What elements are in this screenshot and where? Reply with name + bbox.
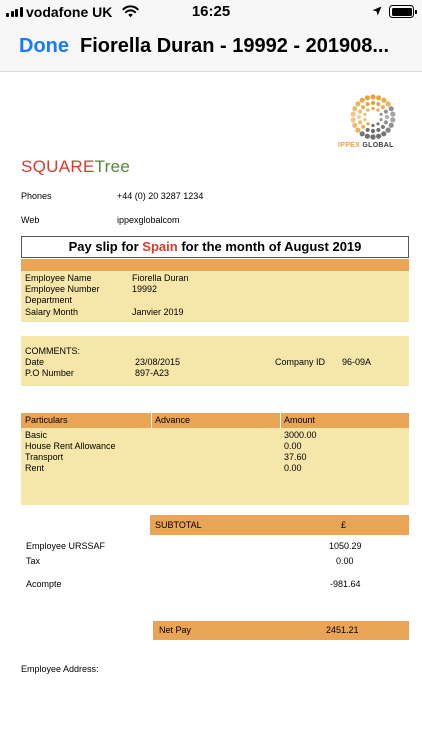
company-id-value: 96-09A — [342, 357, 372, 367]
clock: 16:25 — [191, 3, 231, 20]
subtotal-bar — [150, 515, 409, 535]
logo-dot — [355, 101, 360, 106]
logo-dot — [366, 122, 369, 125]
battery-icon — [389, 5, 414, 18]
employee-header-band — [21, 259, 409, 271]
logo-dot — [390, 112, 395, 117]
logo-dot — [360, 131, 365, 136]
logo-dot — [384, 120, 388, 124]
logo-dot — [361, 125, 365, 129]
row-label: Rent — [25, 463, 45, 473]
logo-dot — [381, 105, 385, 109]
comments-title: COMMENTS: — [25, 346, 80, 356]
logo-dot — [363, 118, 366, 121]
department-label: Department — [25, 295, 73, 305]
urssaf-label: Employee URSSAF — [26, 541, 106, 551]
row-amount: 0.00 — [284, 463, 302, 473]
payslip-document[interactable] — [0, 72, 422, 750]
payslip-title: Pay slip for Spain for the month of August 2019 — [21, 236, 409, 258]
logo-dot — [381, 98, 386, 103]
tax-label: Tax — [26, 556, 41, 566]
table-row — [21, 463, 409, 474]
logo-dot — [366, 109, 369, 112]
logo-dot — [366, 102, 370, 106]
particulars-column-header: Particulars — [25, 415, 68, 425]
logo-dot — [386, 101, 391, 106]
logo-dot — [376, 128, 380, 132]
subtotal-currency: £ — [341, 520, 347, 530]
logo-dot — [371, 107, 374, 110]
status-bar — [0, 0, 422, 24]
employee-number-label: Employee Number — [25, 284, 100, 294]
net-pay-value: 2451.21 — [326, 625, 359, 635]
company-id-label: Company ID — [275, 357, 326, 367]
particulars-body — [21, 428, 409, 505]
row-label: Transport — [25, 452, 64, 462]
logo-dot — [371, 124, 374, 127]
acompte-label: Acompte — [26, 579, 62, 589]
logo-dot — [355, 128, 360, 133]
phones-value: +44 (0) 20 3287 1234 — [117, 191, 204, 201]
location-arrow-icon — [372, 6, 382, 16]
table-row — [21, 452, 409, 463]
logo-dot — [352, 123, 357, 128]
logo-dot — [376, 122, 379, 125]
row-label: House Rent Allowance — [25, 441, 116, 451]
logo-dot — [381, 125, 385, 129]
logo-dot — [379, 113, 382, 116]
logo-dot — [361, 105, 365, 109]
web-label: Web — [21, 215, 40, 225]
employee-name-value: Fiorella Duran — [132, 273, 189, 283]
logo-dot — [376, 95, 381, 100]
tax-value: 0.00 — [336, 556, 354, 566]
advance-column-header: Advance — [155, 415, 191, 425]
ippex-global-logo-icon — [338, 90, 408, 160]
phones-label: Phones — [21, 191, 52, 201]
comments-panel — [21, 336, 409, 386]
row-amount: 3000.00 — [284, 430, 317, 440]
logo-dot — [366, 128, 370, 132]
urssaf-value: 1050.29 — [329, 541, 362, 551]
date-value: 23/08/2015 — [135, 357, 181, 367]
logo-dot — [376, 102, 380, 106]
po-number-label: P.O Number — [25, 368, 74, 378]
carrier-name: vodafone UK — [26, 4, 113, 20]
logo-dot — [384, 110, 388, 114]
net-pay-label: Net Pay — [159, 625, 192, 635]
logo-dot — [386, 128, 391, 133]
logo-dot — [363, 113, 366, 116]
employee-panel — [21, 271, 409, 322]
logo-dot — [385, 115, 389, 119]
document-title: Fiorella Duran - 19992 - 201908... — [80, 35, 390, 57]
acompte-value: -981.64 — [330, 579, 361, 589]
amount-column-header: Amount — [284, 415, 316, 425]
logo-dot — [390, 117, 395, 122]
logo-dot — [357, 115, 361, 119]
employee-name-label: Employee Name — [25, 273, 92, 283]
salary-month-value: Janvier 2019 — [132, 307, 184, 317]
employee-number-value: 19992 — [132, 284, 158, 294]
logo-dot — [379, 118, 382, 121]
logo-dot — [351, 117, 356, 122]
logo-dot — [365, 95, 370, 100]
row-label: Basic — [25, 430, 48, 440]
logo-dot — [351, 112, 356, 117]
logo-dot — [389, 123, 394, 128]
logo-dot — [371, 129, 375, 133]
date-label: Date — [25, 357, 45, 367]
po-number-value: 897-A23 — [135, 368, 170, 378]
subtotal-label: SUBTOTAL — [155, 520, 202, 530]
row-amount: 37.60 — [284, 452, 307, 462]
logo-dot — [376, 134, 381, 139]
ippex-global-logo-text: IPPEX GLOBAL — [338, 142, 394, 149]
table-row — [21, 430, 409, 441]
logo-dot — [381, 131, 386, 136]
logo-dot — [358, 110, 362, 114]
table-row — [21, 441, 409, 452]
logo-dot — [371, 101, 375, 105]
row-amount: 0.00 — [284, 441, 302, 451]
logo-dot — [360, 98, 365, 103]
logo-dot — [389, 106, 394, 111]
particulars-header — [21, 413, 409, 428]
done-button[interactable]: Done — [19, 35, 69, 57]
logo-dot — [370, 94, 375, 99]
logo-dot — [358, 120, 362, 124]
logo-dot — [376, 109, 379, 112]
salary-month-label: Salary Month — [25, 307, 79, 317]
net-pay-bar — [153, 621, 409, 640]
web-value: ippexglobalcom — [117, 215, 180, 225]
logo-dot — [365, 134, 370, 139]
logo-dot — [352, 106, 357, 111]
navigation-bar — [0, 24, 422, 72]
logo-dot — [370, 134, 375, 139]
company-brand: SQUARETree — [21, 157, 131, 176]
employee-address-label: Employee Address: — [21, 664, 99, 674]
